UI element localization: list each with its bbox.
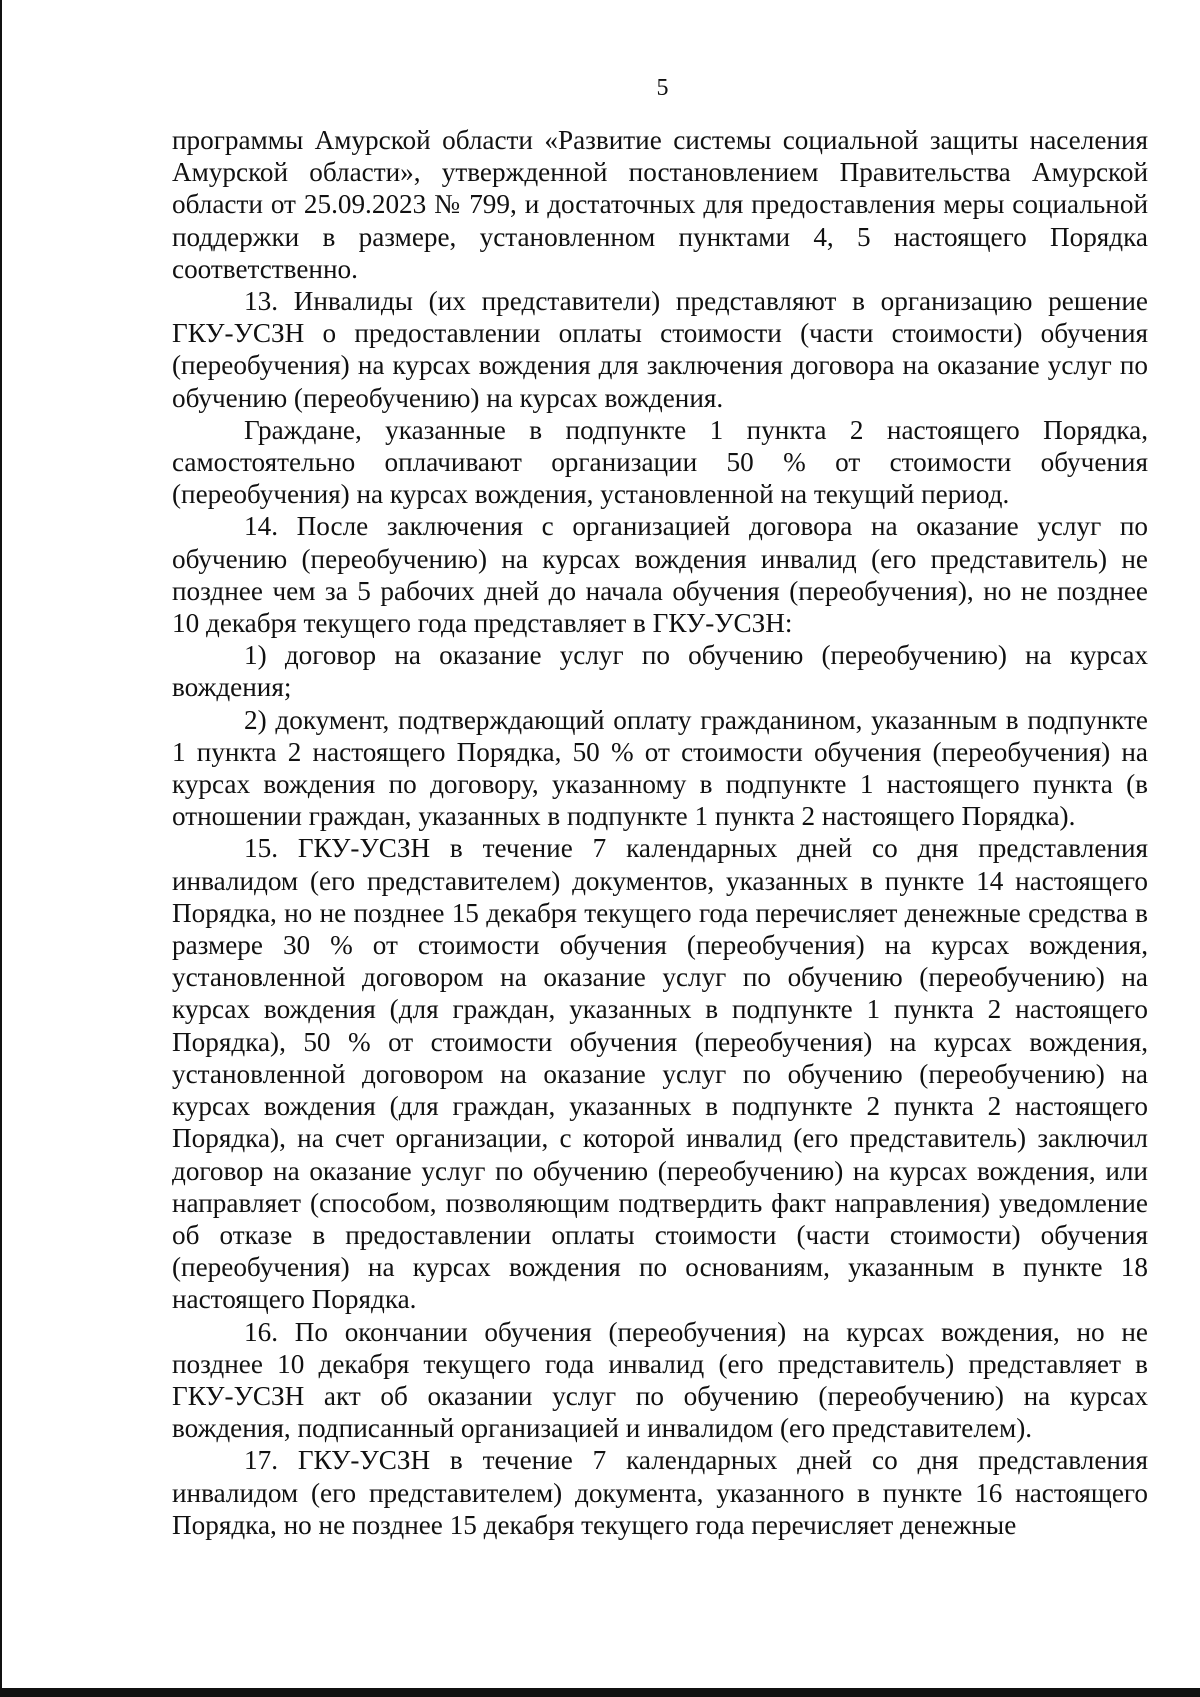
paragraph-13-citizens: Граждане, указанные в подпункте 1 пункта 2 настоящего Порядка, самостоятельно оплачивают организации 50 % от стоимости обучения (переобучения) на курсах вождения, установленной на текущий период. — [172, 414, 1148, 510]
paragraph-14: 14. После заключения с организацией договора на оказание услуг по обучению (переобучению) на курсах вождения инвалид (его представитель) не позднее чем за 5 рабочих дней до начала обучения (переобучения), но не позднее 10 декабря текущего года представляет в ГКУ-УСЗН: — [172, 511, 1148, 639]
paragraph-14-item-1: 1) договор на оказание услуг по обучению (переобучению) на курсах вождения; — [172, 640, 1148, 703]
paragraph-13: 13. Инвалиды (их представители) представляют в организацию решение ГКУ-УСЗН о предоставлении оплаты стоимости (части стоимости) обучения (переобучения) на курсах вождения для заключения договора на оказание услуг по обучению (переобучению) на курсах вождения. — [172, 286, 1148, 413]
paragraph-17: 17. ГКУ-УСЗН в течение 7 календарных дней со дня представления инвалидом (его представителем) документа, указанного в пункте 16 настоящего Порядка, но не позднее 15 декабря текущего года перечисляет денежные — [172, 1445, 1148, 1540]
paragraph-continuation: программы Амурской области «Развитие системы социальной защиты населения Амурской области», утвержденной постановлением Правительства Амурской области от 25.09.2023 № 799, и достаточных для предоставления меры социальной поддержки в размере, установленном пунктами 4, 5 настоящего Порядка соответственно. — [172, 125, 1148, 284]
page-number: 5 — [656, 75, 669, 101]
scan-bottom-border — [0, 1688, 1200, 1697]
document-body — [172, 124, 1148, 1541]
scan-left-border — [0, 0, 2, 1697]
paragraph-15: 15. ГКУ-УСЗН в течение 7 календарных дней со дня представления инвалидом (его представителем) документов, указанных в пункте 14 настоящего Порядка, но не позднее 15 декабря текущего года перечисляет денежные средства в размере 30 % от стоимости обучения (переобучения) на курсах вождения, установленной договором на оказание услуг по обучению (переобучению) на курсах вождения (для граждан, указанных в подпункте 1 пункта 2 настоящего Порядка), 50 % от стоимости обучения (переобучения) на курсах вождения, установленной договором на оказание услуг по обучению (переобучению) на курсах вождения (для граждан, указанных в подпункте 2 пункта 2 настоящего Порядка), на счет организации, с которой инвалид (его представитель) заключил договор на оказание услуг по обучению (переобучению) на курсах вождения, или направляет (способом, позволяющим подтвердить факт направления) уведомление об отказе в предоставлении оплаты стоимости (части стоимости) обучения (переобучения) на курсах вождения по основаниям, указанным в пункте 18 настоящего Порядка. — [172, 833, 1148, 1315]
paragraph-16: 16. По окончании обучения (переобучения) на курсах вождения, но не позднее 10 декабря текущего года инвалид (его представитель) представляет в ГКУ-УСЗН акт об оказании услуг по обучению (переобучению) на курсах вождения, подписанный организацией и инвалидом (его представителем). — [172, 1316, 1148, 1444]
paragraph-14-item-2: 2) документ, подтверждающий оплату гражданином, указанным в подпункте 1 пункта 2 настоящего Порядка, 50 % от стоимости обучения (переобучения) на курсах вождения по договору, указанному в подпункте 1 настоящего пункта (в отношении граждан, указанных в подпункте 1 пункта 2 настоящего Порядка). — [172, 704, 1148, 832]
